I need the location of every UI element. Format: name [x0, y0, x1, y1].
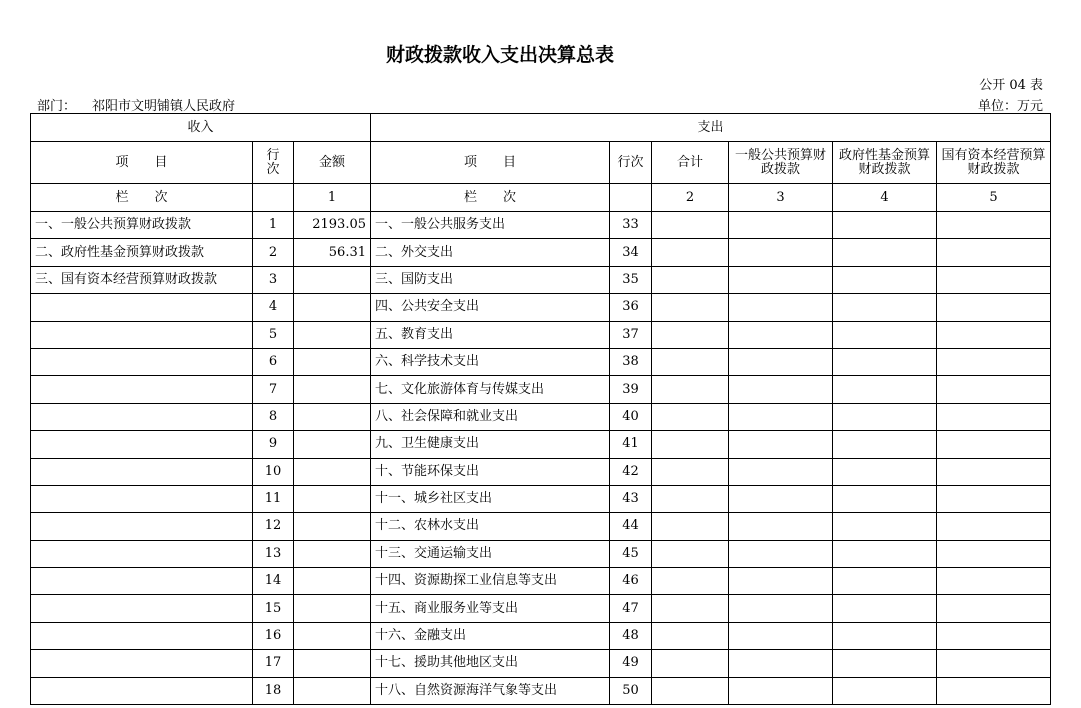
income-amount — [294, 431, 371, 458]
expense-item: 十二、农林水支出 — [371, 513, 610, 540]
expense-total — [652, 513, 729, 540]
expense-item: 八、社会保障和就业支出 — [371, 403, 610, 430]
lanci-income-label: 栏 次 — [31, 184, 253, 212]
expense-item: 五、教育支出 — [371, 321, 610, 348]
income-row-number: 13 — [253, 540, 294, 567]
income-item — [31, 458, 253, 485]
expense-row-number: 43 — [610, 485, 652, 512]
table-row — [31, 403, 1051, 430]
expense-total — [652, 239, 729, 266]
table-row — [31, 485, 1051, 512]
table-row — [31, 513, 1051, 540]
expense-state-capital — [937, 321, 1051, 348]
expense-total — [652, 540, 729, 567]
expense-fund-budget — [833, 568, 937, 595]
expense-general-budget — [729, 321, 833, 348]
table-row — [31, 376, 1051, 403]
lanci-num-1: 1 — [294, 184, 371, 212]
expense-total — [652, 485, 729, 512]
expense-item: 三、国防支出 — [371, 266, 610, 293]
expense-total — [652, 212, 729, 239]
expense-state-capital — [937, 595, 1051, 622]
col-total: 合计 — [652, 142, 729, 184]
income-item — [31, 513, 253, 540]
expense-row-number: 35 — [610, 266, 652, 293]
expense-item: 十七、援助其他地区支出 — [371, 650, 610, 677]
expense-item: 十五、商业服务业等支出 — [371, 595, 610, 622]
expense-fund-budget — [833, 513, 937, 540]
income-row-number: 8 — [253, 403, 294, 430]
income-amount — [294, 595, 371, 622]
department-name: 祁阳市文明铺镇人民政府 — [92, 99, 236, 114]
income-amount: 2193.05 — [294, 212, 371, 239]
expense-general-budget — [729, 677, 833, 704]
budget-summary-table — [30, 113, 1051, 705]
expense-state-capital — [937, 568, 1051, 595]
expense-row-number: 33 — [610, 212, 652, 239]
income-item: 二、政府性基金预算财政拨款 — [31, 239, 253, 266]
income-amount: 56.31 — [294, 239, 371, 266]
expense-fund-budget — [833, 212, 937, 239]
income-row-number: 18 — [253, 677, 294, 704]
expense-state-capital — [937, 513, 1051, 540]
income-item — [31, 431, 253, 458]
income-row-number: 17 — [253, 650, 294, 677]
income-amount — [294, 677, 371, 704]
expense-state-capital — [937, 376, 1051, 403]
expense-item: 十三、交通运输支出 — [371, 540, 610, 567]
department-label: 部门： — [37, 99, 77, 114]
income-row-number: 3 — [253, 266, 294, 293]
expense-general-budget — [729, 485, 833, 512]
expense-row-number: 38 — [610, 348, 652, 375]
expense-fund-budget — [833, 458, 937, 485]
lanci-num-2: 2 — [652, 184, 729, 212]
table-row — [31, 321, 1051, 348]
col-fund-budget: 政府性基金预算财政拨款 — [833, 142, 937, 184]
expense-fund-budget — [833, 485, 937, 512]
income-row-number: 2 — [253, 239, 294, 266]
income-item — [31, 485, 253, 512]
income-item — [31, 622, 253, 649]
expense-item: 七、文化旅游体育与传媒支出 — [371, 376, 610, 403]
income-amount — [294, 376, 371, 403]
income-amount — [294, 321, 371, 348]
expense-general-budget — [729, 595, 833, 622]
income-amount — [294, 540, 371, 567]
expense-fund-budget — [833, 650, 937, 677]
expense-state-capital — [937, 540, 1051, 567]
expense-item: 九、卫生健康支出 — [371, 431, 610, 458]
expense-state-capital — [937, 239, 1051, 266]
expense-item: 二、外交支出 — [371, 239, 610, 266]
income-amount — [294, 458, 371, 485]
expense-general-budget — [729, 212, 833, 239]
col-general-budget: 一般公共预算财政拨款 — [729, 142, 833, 184]
unit-label: 单位：万元 — [977, 99, 1043, 114]
expense-fund-budget — [833, 321, 937, 348]
income-item — [31, 677, 253, 704]
expense-general-budget — [729, 266, 833, 293]
col-row-line1: 行 — [266, 147, 280, 163]
expense-total — [652, 595, 729, 622]
income-row-number: 14 — [253, 568, 294, 595]
expense-state-capital — [937, 677, 1051, 704]
expense-fund-budget — [833, 266, 937, 293]
expense-state-capital — [937, 294, 1051, 321]
expense-fund-budget — [833, 348, 937, 375]
section-header-row — [31, 114, 1051, 142]
income-row-number: 16 — [253, 622, 294, 649]
expense-general-budget — [729, 540, 833, 567]
income-item — [31, 321, 253, 348]
expense-state-capital — [937, 266, 1051, 293]
expense-total — [652, 321, 729, 348]
expense-fund-budget — [833, 294, 937, 321]
col-income-row — [253, 142, 294, 184]
income-amount — [294, 294, 371, 321]
expense-row-number: 41 — [610, 431, 652, 458]
expense-row-number: 48 — [610, 622, 652, 649]
expense-item: 六、科学技术支出 — [371, 348, 610, 375]
table-row — [31, 348, 1051, 375]
col-state-capital: 国有资本经营预算财政拨款 — [937, 142, 1051, 184]
expense-general-budget — [729, 622, 833, 649]
col-expense-row: 行次 — [610, 142, 652, 184]
income-item — [31, 376, 253, 403]
expense-fund-budget — [833, 677, 937, 704]
lanci-row — [31, 184, 1051, 212]
income-amount — [294, 485, 371, 512]
expense-general-budget — [729, 239, 833, 266]
col-expense-item: 项 目 — [371, 142, 610, 184]
income-row-number: 6 — [253, 348, 294, 375]
lanci-num-4: 4 — [833, 184, 937, 212]
expense-row-number: 39 — [610, 376, 652, 403]
expense-row-number: 44 — [610, 513, 652, 540]
expense-state-capital — [937, 485, 1051, 512]
table-row — [31, 595, 1051, 622]
expense-row-number: 42 — [610, 458, 652, 485]
expense-total — [652, 622, 729, 649]
table-row — [31, 677, 1051, 704]
table-row — [31, 458, 1051, 485]
income-item — [31, 568, 253, 595]
expense-fund-budget — [833, 239, 937, 266]
income-item: 一、一般公共预算财政拨款 — [31, 212, 253, 239]
expense-row-number: 45 — [610, 540, 652, 567]
expense-fund-budget — [833, 540, 937, 567]
expense-state-capital — [937, 431, 1051, 458]
income-row-number: 5 — [253, 321, 294, 348]
expense-state-capital — [937, 458, 1051, 485]
income-amount — [294, 348, 371, 375]
expense-total — [652, 376, 729, 403]
income-item — [31, 348, 253, 375]
lanci-num-5: 5 — [937, 184, 1051, 212]
table-row — [31, 650, 1051, 677]
income-row-number: 1 — [253, 212, 294, 239]
income-amount — [294, 513, 371, 540]
expense-fund-budget — [833, 622, 937, 649]
table-row — [31, 540, 1051, 567]
page-title: 财政拨款收入支出决算总表 — [385, 44, 614, 66]
expense-total — [652, 458, 729, 485]
income-header: 收入 — [31, 114, 371, 142]
expense-total — [652, 348, 729, 375]
expense-state-capital — [937, 348, 1051, 375]
expense-row-number: 37 — [610, 321, 652, 348]
col-amount: 金额 — [294, 142, 371, 184]
expense-row-number: 49 — [610, 650, 652, 677]
income-row-number: 4 — [253, 294, 294, 321]
income-row-number: 11 — [253, 485, 294, 512]
expense-state-capital — [937, 622, 1051, 649]
lanci-empty — [610, 184, 652, 212]
income-item — [31, 403, 253, 430]
table-row — [31, 431, 1051, 458]
expense-item: 一、一般公共服务支出 — [371, 212, 610, 239]
income-row-number: 7 — [253, 376, 294, 403]
expense-header: 支出 — [371, 114, 1051, 142]
expense-state-capital — [937, 403, 1051, 430]
col-row-line2: 次 — [266, 161, 280, 177]
form-number: 公开 04 表 — [979, 78, 1043, 93]
table-row — [31, 239, 1051, 266]
expense-row-number: 46 — [610, 568, 652, 595]
expense-item: 十一、城乡社区支出 — [371, 485, 610, 512]
expense-fund-budget — [833, 403, 937, 430]
expense-item: 十六、金融支出 — [371, 622, 610, 649]
table-row — [31, 294, 1051, 321]
lanci-expense-label: 栏 次 — [371, 184, 610, 212]
lanci-num-3: 3 — [729, 184, 833, 212]
expense-row-number: 47 — [610, 595, 652, 622]
expense-state-capital — [937, 212, 1051, 239]
income-row-number: 12 — [253, 513, 294, 540]
expense-fund-budget — [833, 595, 937, 622]
expense-item: 十八、自然资源海洋气象等支出 — [371, 677, 610, 704]
expense-row-number: 36 — [610, 294, 652, 321]
expense-state-capital — [937, 650, 1051, 677]
lanci-empty — [253, 184, 294, 212]
expense-fund-budget — [833, 376, 937, 403]
expense-general-budget — [729, 650, 833, 677]
expense-general-budget — [729, 458, 833, 485]
expense-total — [652, 294, 729, 321]
expense-total — [652, 266, 729, 293]
expense-total — [652, 677, 729, 704]
column-header-row — [31, 142, 1051, 184]
table-row — [31, 212, 1051, 239]
expense-row-number: 34 — [610, 239, 652, 266]
col-income-item: 项 目 — [31, 142, 253, 184]
income-item — [31, 540, 253, 567]
expense-total — [652, 568, 729, 595]
expense-general-budget — [729, 376, 833, 403]
expense-general-budget — [729, 513, 833, 540]
expense-general-budget — [729, 568, 833, 595]
expense-general-budget — [729, 431, 833, 458]
income-amount — [294, 650, 371, 677]
income-amount — [294, 622, 371, 649]
income-amount — [294, 403, 371, 430]
income-item — [31, 595, 253, 622]
expense-fund-budget — [833, 431, 937, 458]
expense-general-budget — [729, 403, 833, 430]
table-row — [31, 568, 1051, 595]
expense-row-number: 50 — [610, 677, 652, 704]
expense-item: 十四、资源勘探工业信息等支出 — [371, 568, 610, 595]
expense-general-budget — [729, 294, 833, 321]
expense-item: 十、节能环保支出 — [371, 458, 610, 485]
expense-row-number: 40 — [610, 403, 652, 430]
expense-item: 四、公共安全支出 — [371, 294, 610, 321]
income-item — [31, 650, 253, 677]
department-line — [37, 95, 235, 114]
income-amount — [294, 266, 371, 293]
expense-general-budget — [729, 348, 833, 375]
income-row-number: 15 — [253, 595, 294, 622]
table-row — [31, 266, 1051, 293]
expense-total — [652, 403, 729, 430]
table-row — [31, 622, 1051, 649]
income-item: 三、国有资本经营预算财政拨款 — [31, 266, 253, 293]
expense-total — [652, 431, 729, 458]
income-row-number: 10 — [253, 458, 294, 485]
income-amount — [294, 568, 371, 595]
income-item — [31, 294, 253, 321]
expense-total — [652, 650, 729, 677]
income-row-number: 9 — [253, 431, 294, 458]
